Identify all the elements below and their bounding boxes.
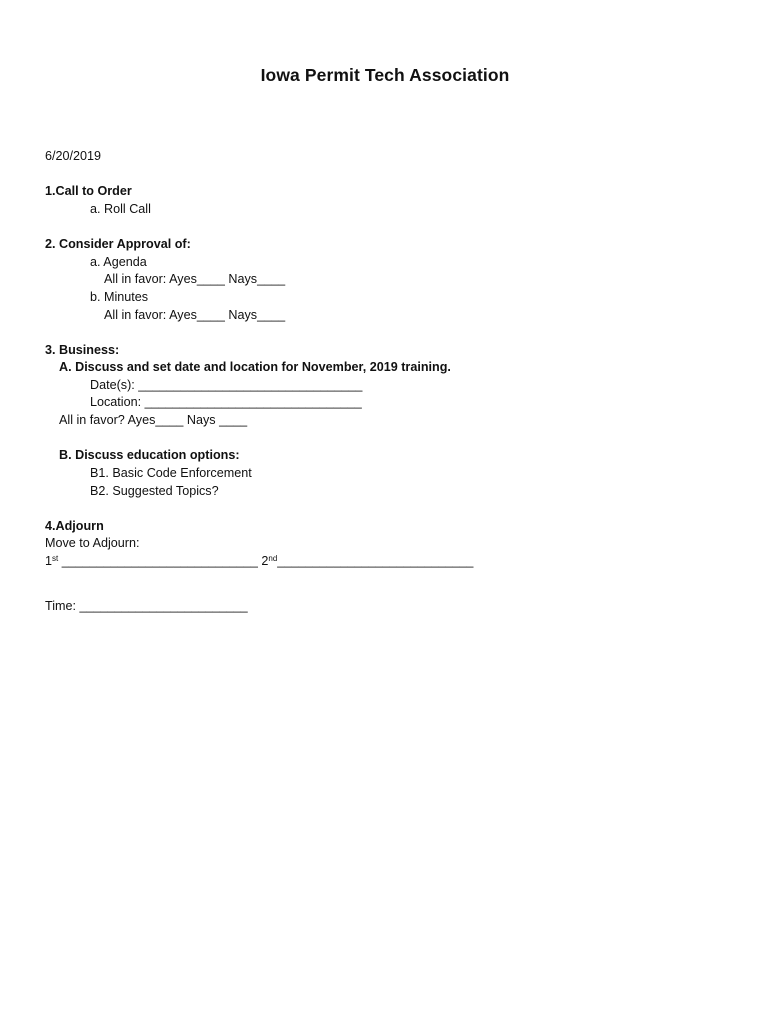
item2-agenda: a. Agenda <box>90 255 147 269</box>
item1-roll-call: a. Roll Call <box>90 202 151 216</box>
item1-heading: 1.Call to Order <box>45 184 132 198</box>
item3-education: B. Discuss education options: <box>59 448 240 462</box>
item4-motion-lines <box>45 553 473 569</box>
meeting-date: 6/20/2019 <box>45 149 102 163</box>
item3-heading: 3. Business: <box>45 343 120 357</box>
item4-heading: 4.Adjourn <box>45 519 104 533</box>
item3-suggested-topics: B2. Suggested Topics? <box>90 484 219 498</box>
item2-minutes: b. Minutes <box>90 290 149 304</box>
item3-vote: All in favor? Ayes____ Nays ____ <box>59 413 248 427</box>
item3-dates: Date(s): ________________________________ <box>90 378 363 392</box>
first-line: ____________________________ 2 <box>58 554 269 568</box>
item2-heading: 2. Consider Approval of: <box>45 237 191 251</box>
item3-basic-code: B1. Basic Code Enforcement <box>90 466 252 480</box>
item3-training: A. Discuss and set date and location for November, 2019 training. <box>59 360 451 374</box>
document-title: Iowa Permit Tech Association <box>260 65 510 85</box>
item4-move: Move to Adjourn: <box>45 536 140 550</box>
first-ordinal: st <box>52 554 59 563</box>
adjourn-time: Time: ________________________ <box>45 599 248 613</box>
item2-minutes-vote: All in favor: Ayes____ Nays____ <box>104 308 286 322</box>
first-number: 1 <box>45 554 53 568</box>
item3-location: Location: _______________________________ <box>90 395 362 409</box>
second-ordinal: nd <box>268 554 278 563</box>
second-line: ____________________________ <box>277 554 474 568</box>
item2-agenda-vote: All in favor: Ayes____ Nays____ <box>104 272 286 286</box>
